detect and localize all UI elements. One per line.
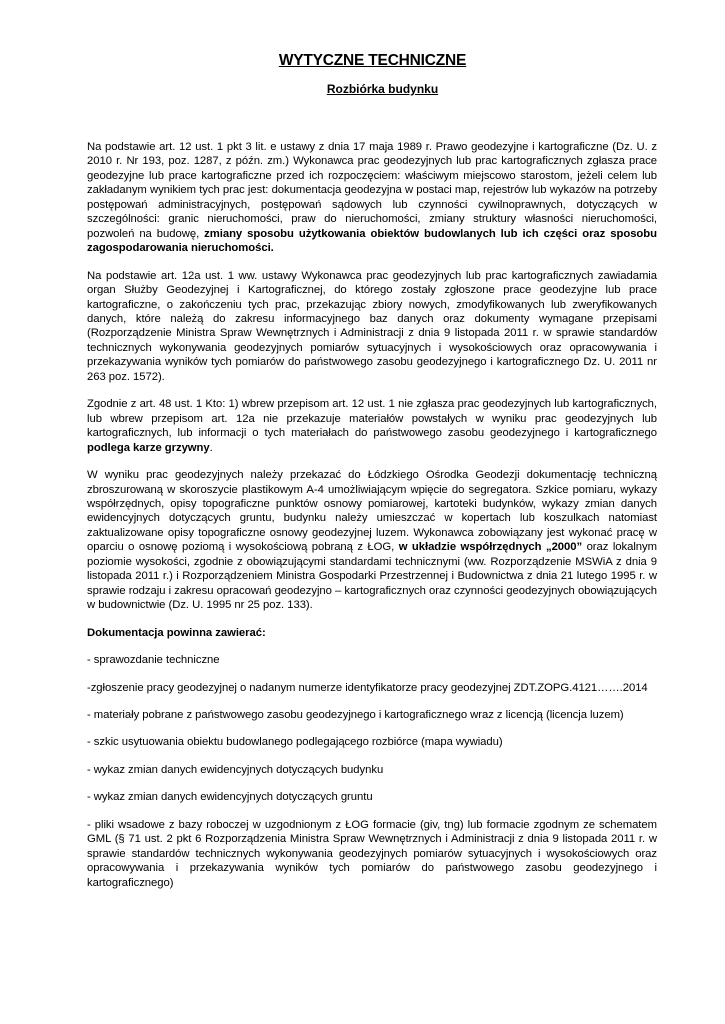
paragraph-text: oraz lokalnym poziomie wysokości, zgodnie z obowiązującymi standardami technicznymi (ww. Rozporządzenie MSWiA z dnia 9 listopada 2011 r.) i Rozporządzeniem Ministra Gospodarki Przestrzennej i Budownictwa z dnia 21 lutego 1995 r. w sprawie rodzaju i zakresu opracowań geodezyjno – kartograficznych oraz czynności geodezyjnych obowiązujących w budownictwie (Dz. U. 1995 nr 25 poz. 133). — [87, 541, 657, 612]
bold-text: zmiany sposobu użytkowania obiektów budowlanych lub ich części oraz sposobu zagospodarowania nieruchomości. — [87, 227, 657, 255]
paragraph-notification: Na podstawie art. 12a ust. 1 ww. ustawy Wykonawca prac geodezyjnych lub prac kartograficznych zawiadamia organ Służby Geodezyjnej i Kartograficznej, do którego zostały zgłoszone prace geodezyjne lub prace kartograficzne, o zakończeniu tych prac, przekazując zbiory nowych, zmodyfikowanych lub zweryfikowanych danych, które należą do zakresu informacyjnego baz danych oraz dokumenty wymagane przepisami (Rozporządzenie Ministra Spraw Wewnętrznych i Administracji z dnia 9 listopada 2011 r. w sprawie standardów technicznych wykonywania geodezyjnych pomiarów sytuacyjnych i wysokościowych oraz opracowywania i przekazywania wyników tych pomiarów do państwowego zasobu geodezyjnego i kartograficznego Dz. U. 2011 nr 263 poz. 1572). — [87, 269, 657, 383]
document-body — [87, 140, 657, 903]
paragraph-penalty — [87, 397, 657, 455]
page-subtitle: Rozbiórka budynku — [326, 82, 439, 96]
page-title: WYTYCZNE TECHNICZNE — [278, 52, 467, 69]
paragraph-legal-basis — [87, 140, 657, 256]
documentation-heading: Dokumentacja powinna zawierać: — [87, 626, 266, 639]
list-item: - wykaz zmian danych ewidencyjnych dotyczących gruntu — [87, 791, 373, 804]
list-item: - sprawozdanie techniczne — [87, 654, 220, 667]
bold-text: podlega karze grzywny — [87, 441, 210, 454]
paragraph-text: . — [209, 441, 213, 454]
list-item: -zgłoszenie pracy geodezyjnej o nadanym numerze identyfikatorze pracy geodezyjnej ZDT.ZOPG.4121…….2014 — [87, 681, 648, 694]
paragraph-delivery — [87, 468, 657, 613]
bold-text: w układzie współrzędnych „2000” — [398, 541, 583, 554]
list-item: - materiały pobrane z państwowego zasobu geodezyjnego i kartograficznego wraz z licencją (licencja luzem) — [87, 708, 624, 721]
list-item: - pliki wsadowe z bazy roboczej w uzgodnionym z ŁOG formacie (giv, tng) lub formacie zgodnym ze schematem GML (§ 71 ust. 2 pkt 6 Rozporządzenia Ministra Spraw Wewnętrznych i Administracji z dnia 9 listopada 2011 r. w sprawie standardów technicznych wykonywania geodezyjnych pomiarów sytuacyjnych i wysokościowych oraz opracowywania i przekazywania wyników tych pomiarów do państwowego zasobu geodezyjnego i kartograficznego) — [87, 818, 657, 889]
paragraph-text: Na podstawie art. 12 ust. 1 pkt 3 lit. e ustawy z dnia 17 maja 1989 r. Prawo geodezyjne i kartograficzne (Dz. U. z 2010 r. Nr 193, poz. 1287, z późn. zm.) Wykonawca prac geodezyjnych lub prac kartograficznych zgłasza prace geodezyjne lub prace kartograficzne przed ich rozpoczęciem: właściwym miejscowo starostom, jeżeli celem lub zakładanym wynikiem tych prac jest: dokumentacja geodezyjna w postaci map, rejestrów lub wykazów na potrzeby postępowań administracyjnych, postępowań sądowych lub czynności cywilnoprawnych, dotyczących w szczególności: granic nieruchomości, praw do nieruchomości, zmiany struktury własności nieruchomości, pozwoleń na budowę, — [87, 141, 657, 240]
list-item: - szkic usytuowania obiektu budowlanego podlegającego rozbiórce (mapa wywiadu) — [87, 736, 503, 749]
paragraph-text: W wyniku prac geodezyjnych należy przekazać do Łódzkiego Ośrodka Geodezji dokumentację techniczną zbroszurowaną w skoroszycie plastikowym A-4 umożliwiającym wpięcie do segregatora. Szkice pomiaru, wykazy współrzędnych, opisy topograficzne punktów osnowy pomiarowej, kartoteki budynków, wykazy zmian danych ewidencyjnych dotyczących gruntu, budynku należy umieszczać w kopertach lub koszulkach natomiast zaktualizowane opisy topograficzne osnowy geodezyjnej luzem. Wykonawca zobowiązany jest wykonać pracę w oparciu o osnowę poziomą i wysokościową pobraną z ŁOG, — [87, 469, 657, 554]
paragraph-text: Zgodnie z art. 48 ust. 1 Kto: 1) wbrew przepisom art. 12 ust. 1 nie zgłasza prac geodezyjnych lub kartograficznych, lub wbrew przepisom art. 12a nie przekazuje materiałów powstałych w wyniku prac geodezyjnych lub kartograficznych, lub informacji o tych materiałach do państwowego zasobu geodezyjnego i kartograficznego — [87, 398, 657, 440]
list-item: - wykaz zmian danych ewidencyjnych dotyczących budynku — [87, 763, 384, 776]
